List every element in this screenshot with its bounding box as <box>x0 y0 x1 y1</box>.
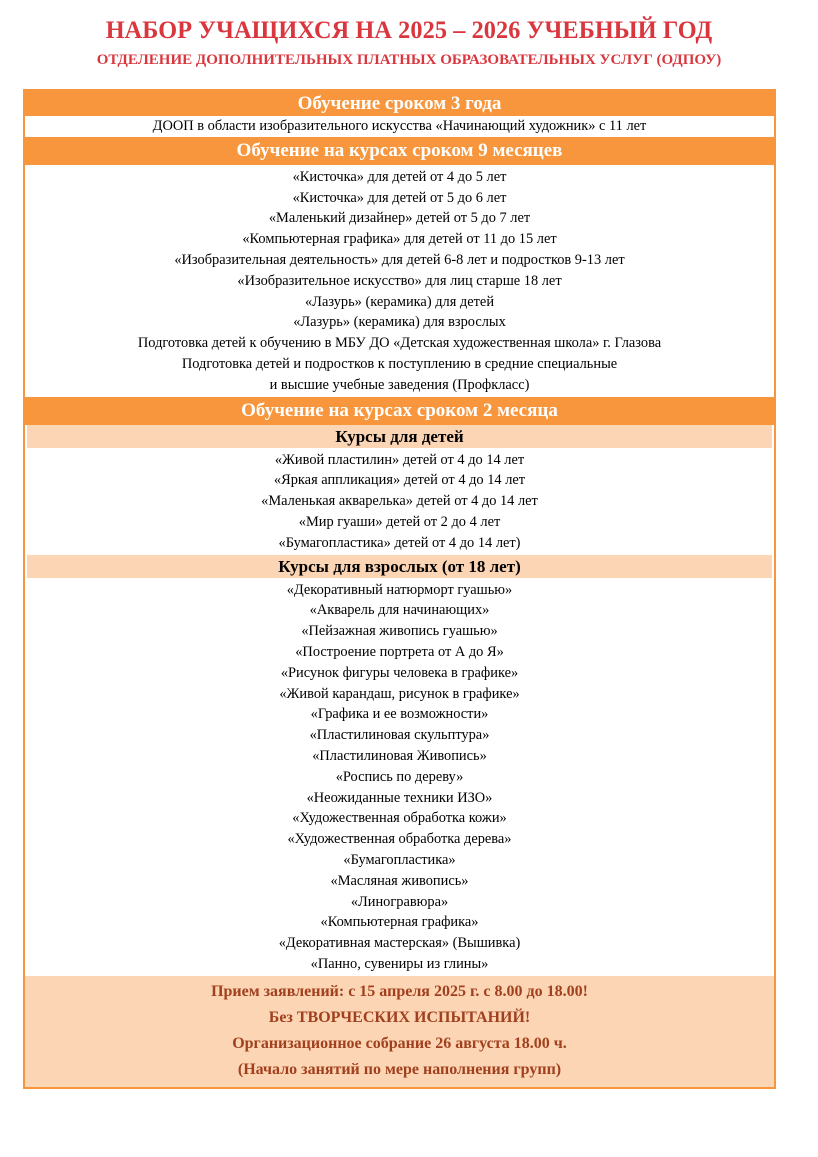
adult-courses-list <box>25 578 774 976</box>
list-item: Подготовка детей и подростков к поступлению в средние специальные <box>181 355 618 372</box>
list-item: «Художественная обработка дерева» <box>287 831 512 848</box>
list-item: «Неожиданные техники ИЗО» <box>306 789 493 806</box>
enrollment-info-footer <box>25 976 774 1087</box>
list-item: «Маленькая акварелька» детей от 4 до 14 лет <box>261 493 538 510</box>
list-item: «Изобразительное искусство» для лиц старше 18 лет <box>237 272 562 289</box>
list-item: «Лазурь» (керамика) для взрослых <box>293 314 506 331</box>
list-item: «Масляная живопись» <box>330 872 469 889</box>
list-item: «Компьютерная графика» <box>320 914 479 931</box>
organizational-meeting: Организационное собрание 26 августа 18.00 ч. <box>232 1034 567 1052</box>
no-entrance-exams-note: Без ТВОРЧЕСКИХ ИСПЫТАНИЙ! <box>268 1008 531 1026</box>
list-item: «Декоративный натюрморт гуашью» <box>286 581 513 598</box>
list-item: «Акварель для начинающих» <box>309 602 490 619</box>
list-item: «Панно, сувениры из глины» <box>310 955 489 972</box>
section-heading-two-months: Обучение на курсах сроком 2 месяца <box>25 397 774 425</box>
page-title: НАБОР УЧАЩИХСЯ НА 2025 – 2026 УЧЕБНЫЙ ГОД <box>105 17 713 44</box>
list-item: «Декоративная мастерская» (Вышивка) <box>278 935 521 952</box>
list-item: «Кисточка» для детей от 5 до 6 лет <box>292 189 507 206</box>
list-item: «Живой карандаш, рисунок в графике» <box>279 685 520 702</box>
enrollment-table <box>23 89 776 1089</box>
list-item: «Художественная обработка кожи» <box>292 810 507 827</box>
section-heading-three-years: Обучение сроком 3 года <box>25 89 774 116</box>
list-item: «Кисточка» для детей от 4 до 5 лет <box>292 168 507 185</box>
list-item: «Мир гуаши» детей от 2 до 4 лет <box>298 513 501 530</box>
list-item: «Изобразительная деятельность» для детей 6-8 лет и подростков 9-13 лет <box>174 251 625 268</box>
subsection-heading-adults: Курсы для взрослых (от 18 лет) <box>27 555 772 578</box>
list-item: «Бумагопластика» <box>343 851 456 868</box>
list-item: ДООП в области изобразительного искусства «Начинающий художник» с 11 лет <box>27 116 772 137</box>
list-item: Подготовка детей к обучению в МБУ ДО «Детская художественная школа» г. Глазова <box>137 335 662 352</box>
list-item: «Рисунок фигуры человека в графике» <box>280 664 519 681</box>
list-item: и высшие учебные заведения (Профкласс) <box>269 376 530 393</box>
page-subtitle: ОТДЕЛЕНИЕ ДОПОЛНИТЕЛЬНЫХ ПЛАТНЫХ ОБРАЗОВАТЕЛЬНЫХ УСЛУГ (ОДПОУ) <box>96 52 722 68</box>
list-item: «Пластилиновая Живопись» <box>312 747 487 764</box>
application-dates: Прием заявлений: с 15 апреля 2025 г. с 8.00 до 18.00! <box>211 982 588 1000</box>
list-item: «Бумагопластика» детей от 4 до 14 лет) <box>278 534 521 551</box>
section-heading-nine-months: Обучение на курсах сроком 9 месяцев <box>25 137 774 165</box>
list-item: «Графика и ее возможности» <box>310 706 489 723</box>
list-item: «Компьютерная графика» для детей от 11 до 15 лет <box>242 231 557 248</box>
subsection-heading-children: Курсы для детей <box>27 425 772 448</box>
classes-start-note: (Начало занятий по мере наполнения групп) <box>237 1060 562 1078</box>
list-item: «Построение портрета от А до Я» <box>295 643 504 660</box>
list-item: «Роспись по дереву» <box>335 768 464 785</box>
list-item: «Лазурь» (керамика) для детей <box>304 293 495 310</box>
children-courses-list <box>25 448 774 555</box>
list-item: «Линогравюра» <box>350 893 449 910</box>
list-item: «Пейзажная живопись гуашью» <box>301 623 498 640</box>
list-item: «Живой пластилин» детей от 4 до 14 лет <box>274 451 525 468</box>
list-item: «Пластилиновая скульптура» <box>309 727 490 744</box>
list-item: «Яркая аппликация» детей от 4 до 14 лет <box>273 472 526 489</box>
nine-months-list <box>25 165 774 397</box>
list-item: «Маленький дизайнер» детей от 5 до 7 лет <box>268 210 531 227</box>
